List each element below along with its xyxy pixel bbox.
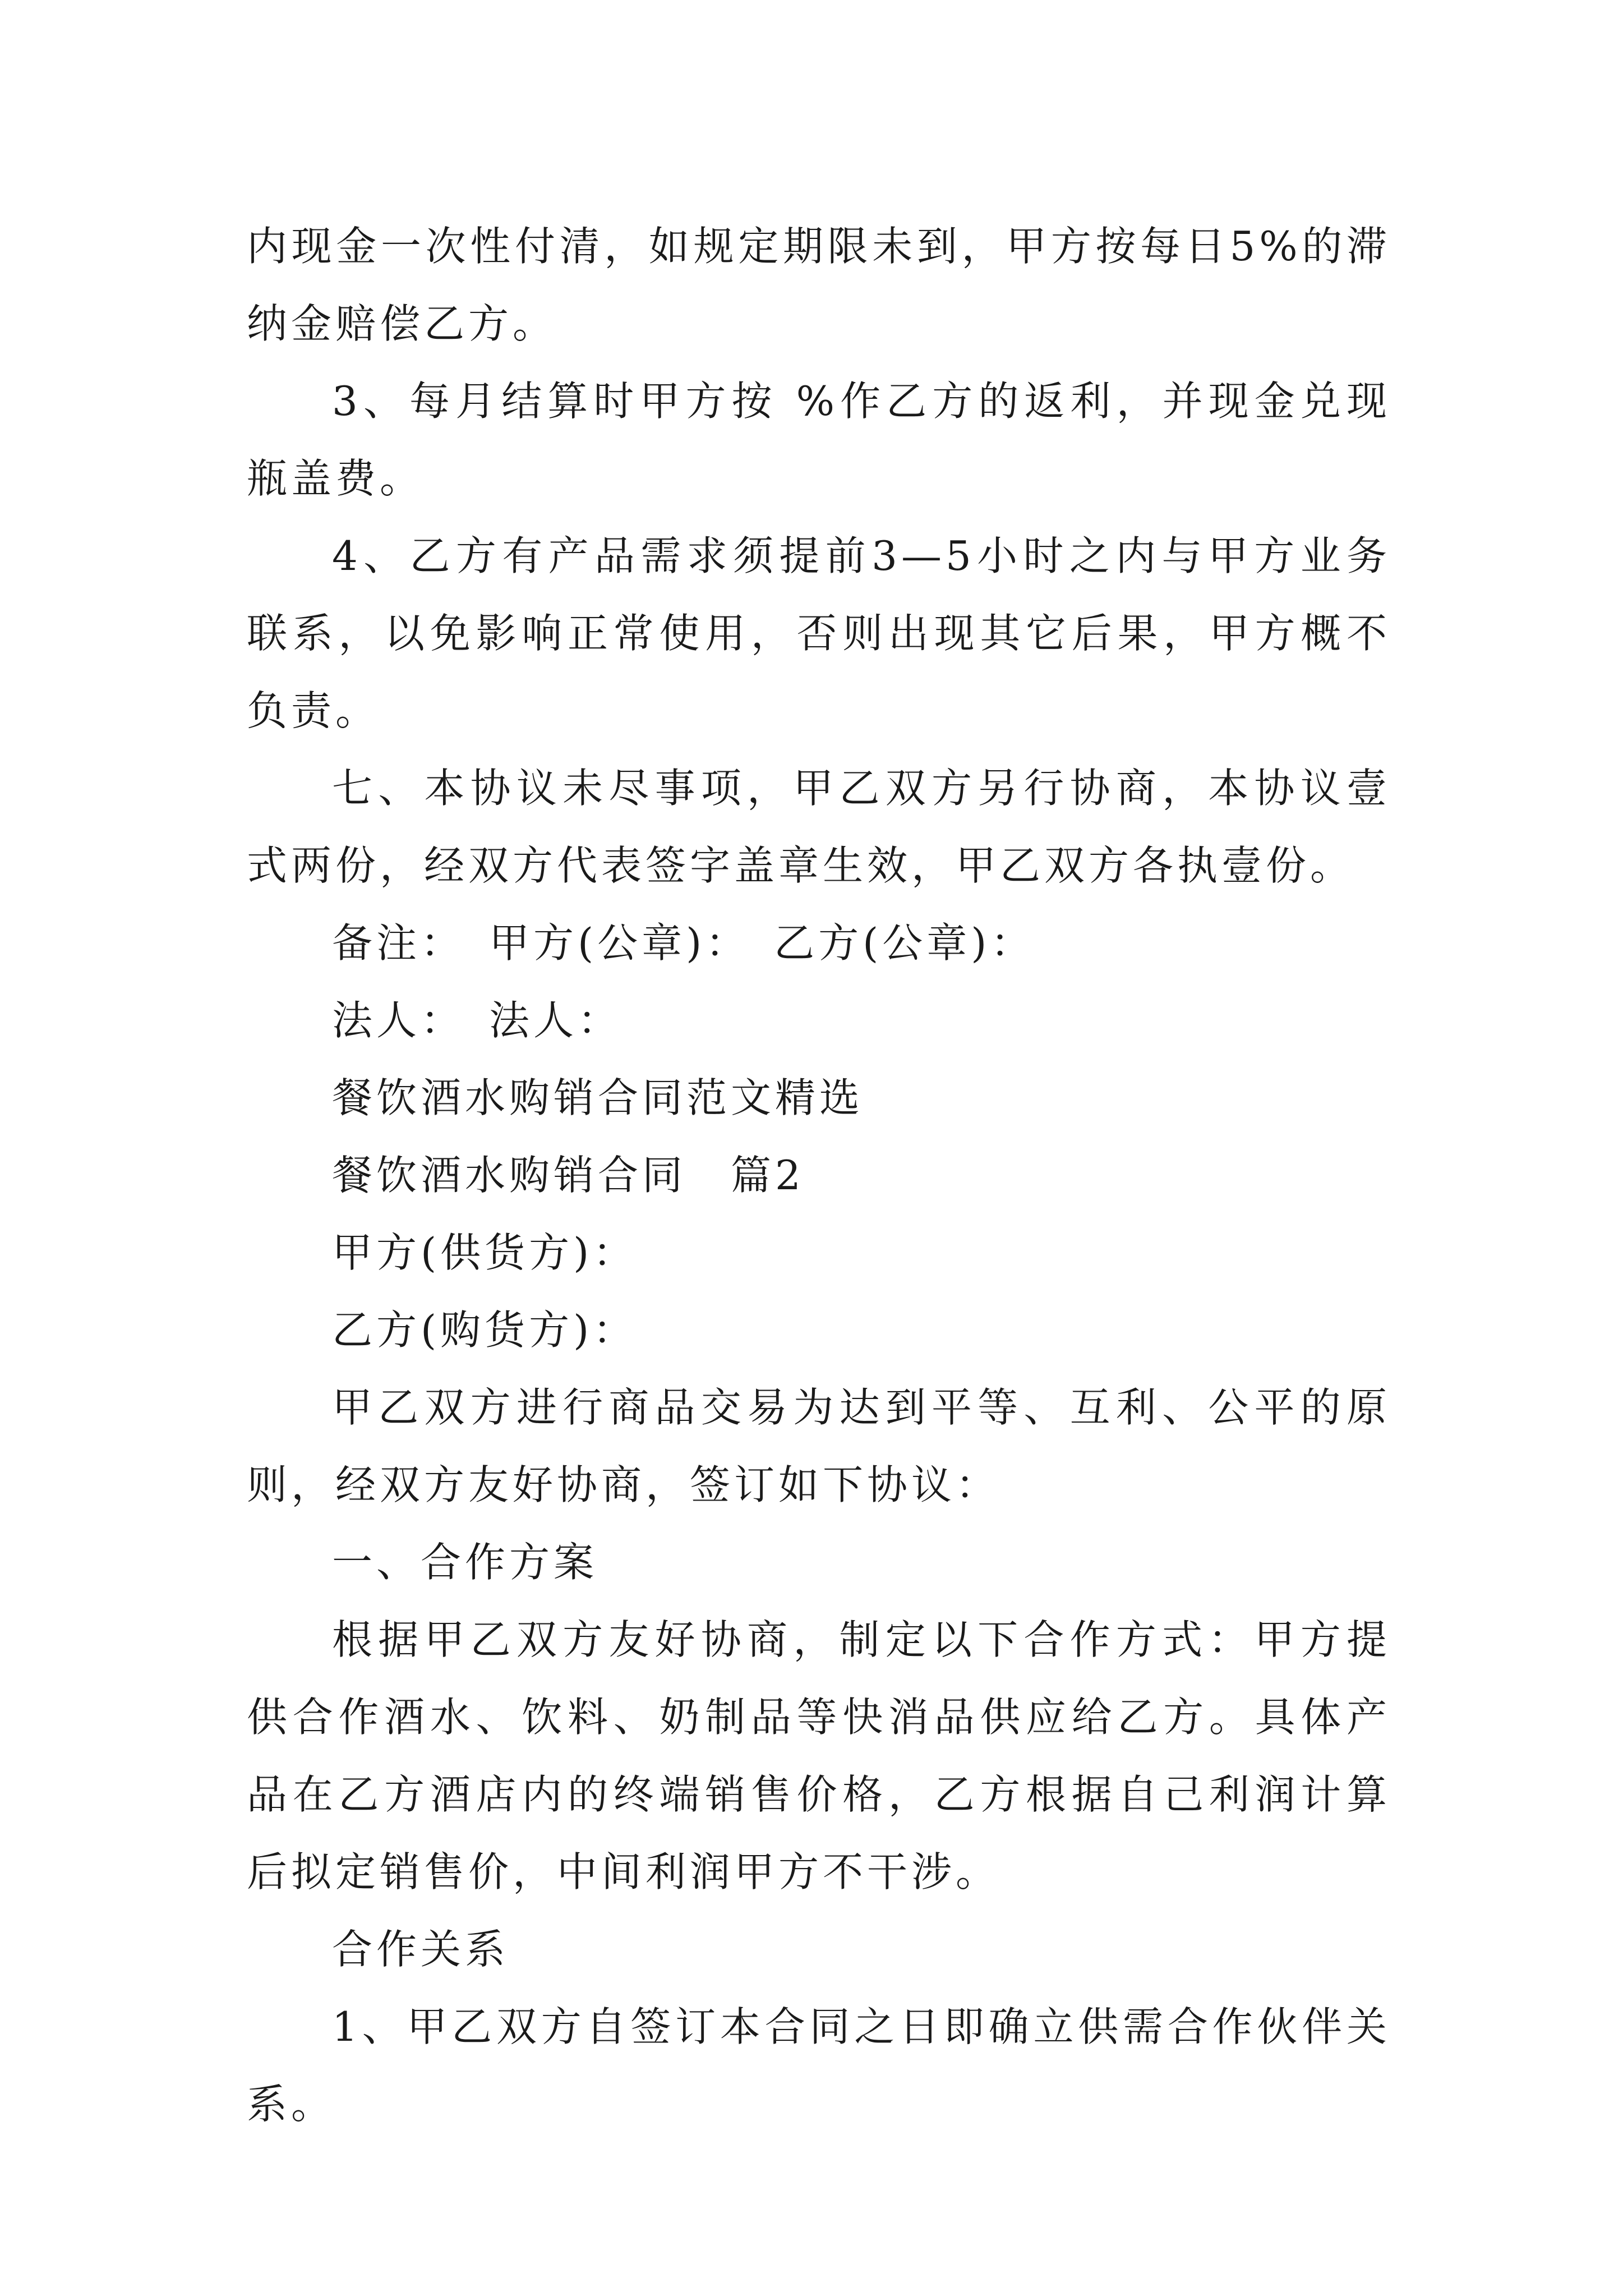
paragraph-legal-persons: 法人： 法人： <box>332 997 623 1044</box>
paragraph-partnership-clause: 1、甲乙双方自签订本合同之日即确立供需合作伙伴关系。 <box>247 2003 1391 2128</box>
paragraph-cooperation-relation-heading: 合作关系 <box>332 1926 510 1973</box>
paragraph-cooperation-plan: 根据甲乙双方友好协商，制定以下合作方式：甲方提供合作酒水、饮料、奶制品等快消品供应给乙方。具体产品在乙方酒店内的终端销售价格，乙方根据自己利润计算后拟定销售价，中间利润甲方不干涉。 <box>247 1616 1391 1895</box>
paragraph-party-b: 乙方(购货方)： <box>332 1306 638 1354</box>
paragraph-party-a: 甲方(供货方)： <box>332 1229 638 1276</box>
paragraph-agreement-intro: 甲乙双方进行商品交易为达到平等、互利、公平的原则，经双方友好协商，签订如下协议： <box>247 1384 1391 1508</box>
paragraph-order-notice-clause: 4、乙方有产品需求须提前3—5小时之内与甲方业务联系，以免影响正常使用，否则出现其它后果，甲方概不负责。 <box>247 532 1391 734</box>
paragraph-article-seven: 七、本协议未尽事项，甲乙双方另行协商，本协议壹式两份，经双方代表签字盖章生效，甲乙双方各执壹份。 <box>247 765 1391 889</box>
paragraph-remarks-seals: 备注： 甲方(公章)： 乙方(公章)： <box>332 919 1035 967</box>
paragraph-payment-terms: 内现金一次性付清，如规定期限未到，甲方按每日5%的滞纳金赔偿乙方。 <box>247 223 1391 347</box>
paragraph-section-heading: 餐饮酒水购销合同范文精选 <box>332 1074 864 1121</box>
paragraph-cooperation-plan-heading: 一、合作方案 <box>332 1539 598 1586</box>
paragraph-contract-title: 餐饮酒水购销合同 篇2 <box>332 1152 805 1199</box>
document-body <box>247 208 1391 2143</box>
paragraph-rebate-clause: 3、每月结算时甲方按 %作乙方的返利，并现金兑现瓶盖费。 <box>247 378 1391 502</box>
